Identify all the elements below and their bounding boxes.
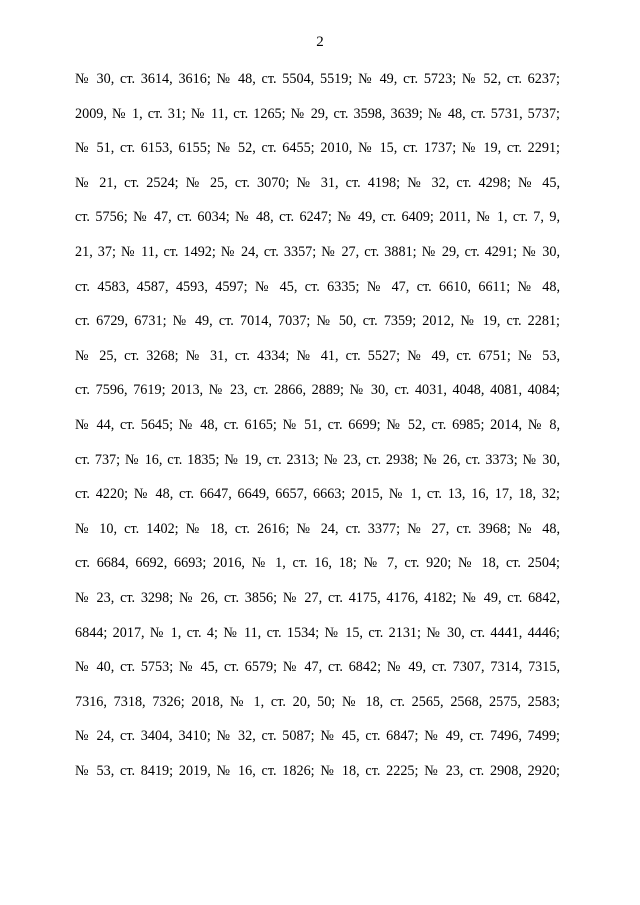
text-line: 7316, 7318, 7326; 2018, № 1, ст. 20, 50; № 18, ст. 2565, 2568, 2575, 2583; xyxy=(75,693,560,710)
text-line: 6844; 2017, № 1, ст. 4; № 11, ст. 1534; № 15, ст. 2131; № 30, ст. 4441, 4446; xyxy=(75,624,560,641)
text-line: ст. 6729, 6731; № 49, ст. 7014, 7037; № 50, ст. 7359; 2012, № 19, ст. 2281; xyxy=(75,313,560,330)
text-line: № 23, ст. 3298; № 26, ст. 3856; № 27, ст. 4175, 4176, 4182; № 49, ст. 6842, xyxy=(75,589,560,606)
text-line: ст. 7596, 7619; 2013, № 23, ст. 2866, 2889; № 30, ст. 4031, 4048, 4081, 4084; xyxy=(75,382,560,399)
text-line: 2009, № 1, ст. 31; № 11, ст. 1265; № 29, ст. 3598, 3639; № 48, ст. 5731, 5737; xyxy=(75,105,560,122)
text-line: № 40, ст. 5753; № 45, ст. 6579; № 47, ст. 6842; № 49, ст. 7307, 7314, 7315, xyxy=(75,659,560,676)
text-line: № 10, ст. 1402; № 18, ст. 2616; № 24, ст. 3377; № 27, ст. 3968; № 48, xyxy=(75,520,560,537)
text-line: ст. 737; № 16, ст. 1835; № 19, ст. 2313; № 23, ст. 2938; № 26, ст. 3373; № 30, xyxy=(75,451,560,468)
text-line: 21, 37; № 11, ст. 1492; № 24, ст. 3357; № 27, ст. 3881; № 29, ст. 4291; № 30, xyxy=(75,243,560,260)
text-line: № 21, ст. 2524; № 25, ст. 3070; № 31, ст. 4198; № 32, ст. 4298; № 45, xyxy=(75,174,560,191)
text-line: № 30, ст. 3614, 3616; № 48, ст. 5504, 5519; № 49, ст. 5723; № 52, ст. 6237; xyxy=(75,71,560,87)
text-line: № 25, ст. 3268; № 31, ст. 4334; № 41, ст. 5527; № 49, ст. 6751; № 53, xyxy=(75,347,560,364)
text-line: № 53, ст. 8419; 2019, № 16, ст. 1826; № 18, ст. 2225; № 23, ст. 2908, 2920; xyxy=(75,762,560,779)
text-line: ст. 4583, 4587, 4593, 4597; № 45, ст. 6335; № 47, ст. 6610, 6611; № 48, xyxy=(75,278,560,295)
page-number: 2 xyxy=(316,34,324,50)
text-line: № 44, ст. 5645; № 48, ст. 6165; № 51, ст. 6699; № 52, ст. 6985; 2014, № 8, xyxy=(75,416,560,433)
body-text xyxy=(75,62,560,788)
text-line: № 51, ст. 6153, 6155; № 52, ст. 6455; 2010, № 15, ст. 1737; № 19, ст. 2291; xyxy=(75,140,560,157)
text-line: ст. 6684, 6692, 6693; 2016, № 1, ст. 16, 18; № 7, ст. 920; № 18, ст. 2504; xyxy=(75,555,560,572)
text-line: № 24, ст. 3404, 3410; № 32, ст. 5087; № 45, ст. 6847; № 49, ст. 7496, 7499; xyxy=(75,728,560,745)
text-line: ст. 5756; № 47, ст. 6034; № 48, ст. 6247; № 49, ст. 6409; 2011, № 1, ст. 7, 9, xyxy=(75,209,560,226)
text-line: ст. 4220; № 48, ст. 6647, 6649, 6657, 6663; 2015, № 1, ст. 13, 16, 17, 18, 32; xyxy=(75,486,560,503)
